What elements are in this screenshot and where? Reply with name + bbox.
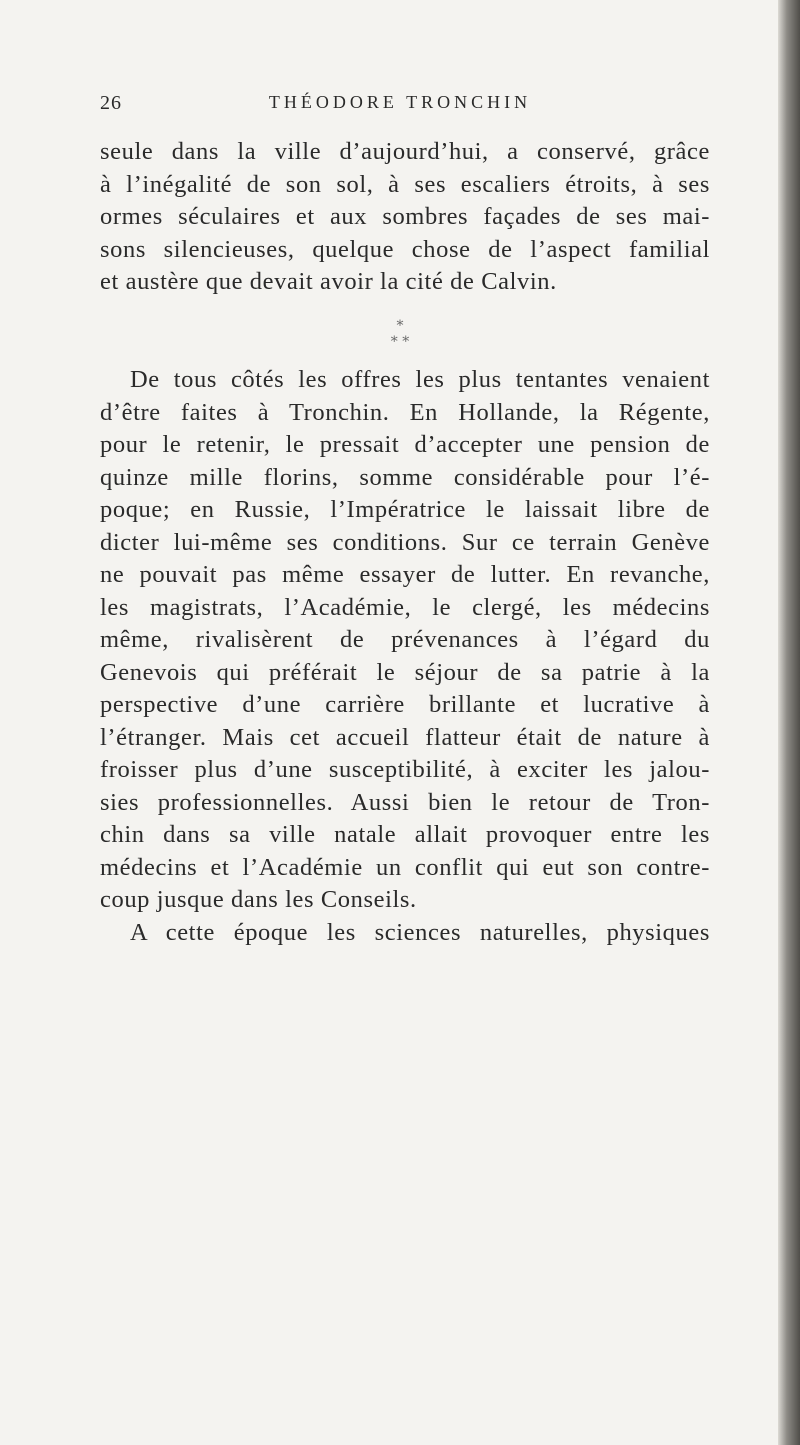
text-line: quinze mille florins, somme considérable pour l’é- bbox=[100, 463, 710, 491]
text-line: d’être faites à Tronchin. En Hollande, la Régente, bbox=[100, 398, 710, 426]
text-line: médecins et l’Académie un conflit qui eut son contre- bbox=[100, 853, 710, 881]
text-line: sons silencieuses, quelque chose de l’aspect familial bbox=[100, 235, 710, 263]
section-separator bbox=[100, 318, 700, 358]
text-line: A cette époque les sciences naturelles, physiques bbox=[130, 918, 710, 946]
text-line: chin dans sa ville natale allait provoquer entre les bbox=[100, 821, 710, 848]
separator-asterisk-bottom: * * bbox=[390, 334, 410, 350]
page-header bbox=[100, 92, 700, 122]
text-line: froisser plus d’une susceptibilité, à exciter les jalou- bbox=[100, 756, 710, 783]
text-line: et austère que devait avoir la cité de Calvin. bbox=[100, 268, 557, 295]
text-line: seule dans la ville d’aujourd’hui, a conservé, grâce bbox=[100, 138, 710, 165]
paragraph-2 bbox=[100, 364, 710, 949]
text-line: poque; en Russie, l’Impératrice le laissait libre de bbox=[100, 496, 710, 523]
text-line: ne pouvait pas même essayer de lutter. En revanche, bbox=[100, 561, 710, 588]
binding-edge bbox=[778, 0, 800, 1445]
running-title: THÉODORE TRONCHIN bbox=[268, 92, 532, 112]
text-line: même, rivalisèrent de prévenances à l’égard du bbox=[100, 626, 710, 653]
separator-asterisk-top: * bbox=[396, 318, 404, 334]
text-line: pour le retenir, le pressait d’accepter une pension de bbox=[100, 431, 710, 458]
text-line: coup jusque dans les Conseils. bbox=[100, 886, 417, 913]
text-line: perspective d’une carrière brillante et lucrative à bbox=[100, 691, 710, 718]
text-line: sies professionnelles. Aussi bien le retour de Tron- bbox=[100, 788, 710, 816]
paragraph-1 bbox=[100, 136, 710, 299]
text-line: l’étranger. Mais cet accueil flatteur était de nature à bbox=[100, 723, 710, 751]
page-number: 26 bbox=[100, 92, 122, 114]
text-line: à l’inégalité de son sol, à ses escaliers étroits, à ses bbox=[100, 170, 710, 198]
text-line: dicter lui-même ses conditions. Sur ce terrain Genève bbox=[100, 528, 710, 556]
text-line: les magistrats, l’Académie, le clergé, les médecins bbox=[100, 593, 710, 621]
text-line: ormes séculaires et aux sombres façades de ses mai- bbox=[100, 203, 710, 230]
text-line: Genevois qui préférait le séjour de sa patrie à la bbox=[100, 658, 710, 686]
text-line: De tous côtés les offres les plus tentantes venaient bbox=[130, 366, 710, 393]
